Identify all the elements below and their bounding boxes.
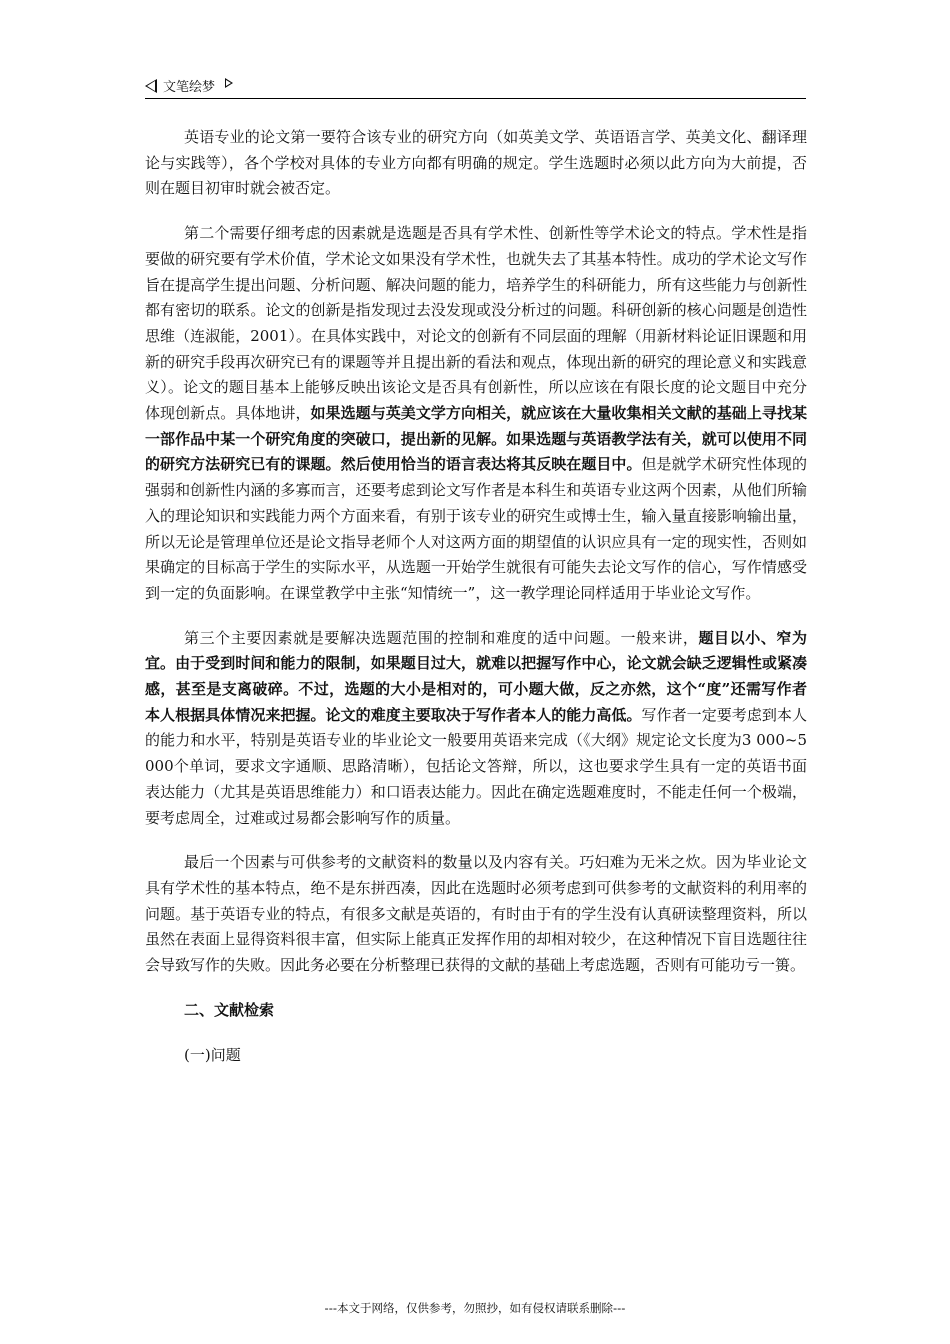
- paragraph-2-text-c: 但是就学术研究性体现的强弱和创新性内涵的多寡而言，还要考虑到论文写作者是本科生和英语专业这两个因素，从他们所输入的理论知识和实践能力两个方面来看，有别于该专业的研究生或博士生，输入量直接影响输出量，所以无论是管理单位还是论文指导老师个人对这两方面的期望值的认识应具有一定的现实性，否则如果确定的目标高于学生的实际水平，从选题一开始学生就很有可能失去论文写作的信心，写作情感受到一定的负面影响。在课堂教学中主张“知情统一”，这一教学理论同样适用于毕业论文写作。: [145, 455, 807, 602]
- triangle-left-icon: [145, 79, 157, 93]
- section-title: 二、文献检索: [184, 1000, 275, 1019]
- header-title: 文笔绘梦: [163, 80, 216, 95]
- paragraph-3-text-a: 第三个主要因素就是要解决选题范围的控制和难度的适中问题。一般来讲，: [184, 628, 699, 647]
- paragraph-3: [145, 626, 807, 832]
- paragraph-2-bold: 如果选题与英美文学方向相关，就应该在大量收集相关文献的基础上寻找某一部作品中某一个研究角度的突破口，提出新的见解。如果选题与英语教学法有关，就可以使用不同的研究方法研究已有的课题。然后使用恰当的语言表达将其反映在题目中。: [145, 404, 807, 474]
- document-body: [145, 125, 807, 1068]
- paragraph-3-bold: 题目以小、窄为宜。由于受到时间和能力的限制，如果题目过大，就难以把握写作中心，论文就会缺乏逻辑性或紧凑感，甚至是支离破碎。不过，选题的大小是相对的，可小题大做，反之亦然，这个“度”还需写作者本人根据具体情况来把握。论文的难度主要取决于写作者本人的能力高低。: [145, 628, 807, 724]
- paragraph-3-text-c: 写作者一定要考虑到本人的能力和水平，特别是英语专业的毕业论文一般要用英语来完成（《大纲》规定论文长度为3 000~5 000个单词，要求文字通顺、思路清晰），包括论文答辩，所以，这也要求学生具有一定的英语书面表达能力（尤其是英语思维能力）和口语表达能力。因此在确定选题难度时，不能走任何一个极端，要考虑周全，过难或过易都会影响写作的质量。: [145, 705, 807, 827]
- section-subtitle: (一)问题: [184, 1045, 241, 1064]
- footer-disclaimer: ---本文于网络，仅供参考，勿照抄，如有侵权请联系删除---: [324, 1301, 626, 1315]
- paragraph-2: [145, 221, 807, 607]
- paragraph-4: [145, 850, 807, 979]
- paragraph-1: [145, 125, 807, 202]
- paragraph-2-text-a: 第二个需要仔细考虑的因素就是选题是否具有学术性、创新性等学术论文的特点。学术性是指要做的研究要有学术价值，学术论文如果没有学术性，也就失去了其基本特性。成功的学术论文写作旨在提高学生提出问题、分析问题、解决问题的能力，培养学生的科研能力，所有这些能力与创新性都有密切的联系。论文的创新是指发现过去没发现或没分析过的问题。科研创新的核心问题是创造性思维（连淑能，2001）。在具体实践中，对论文的创新有不同层面的理解（用新材料论证旧课题和用新的研究手段再次研究已有的课题等并且提出新的看法和观点，体现出新的研究的理论意义和实践意义）。论文的题目基本上能够反映出该论文是否具有创新性，所以应该在有限长度的论文题目中充分体现创新点。具体地讲，: [145, 224, 807, 423]
- paragraph-1-text: 英语专业的论文第一要符合该专业的研究方向（如英美文学、英语语言学、英美文化、翻译理论与实践等），各个学校对具体的专业方向都有明确的规定。学生选题时必须以此方向为大前提，否则在题目初审时就会被否定。: [145, 128, 807, 198]
- paragraph-4-text: 最后一个因素与可供参考的文献资料的数量以及内容有关。巧妇难为无米之炊。因为毕业论文具有学术性的基本特点，绝不是东拼西凑，因此在选题时必须考虑到可供参考的文献资料的利用率的问题。基于英语专业的特点，有很多文献是英语的，有时由于有的学生没有认真研读整理资料，所以虽然在表面上显得资料很丰富，但实际上能真正发挥作用的却相对较少，在这种情况下盲目选题往往会导致写作的失败。因此务必要在分析整理已获得的文献的基础上考虑选题，否则有可能功亏一篑。: [145, 853, 807, 975]
- header-brand: [145, 76, 233, 95]
- page-header: [145, 74, 806, 99]
- triangle-right-icon: [225, 78, 233, 88]
